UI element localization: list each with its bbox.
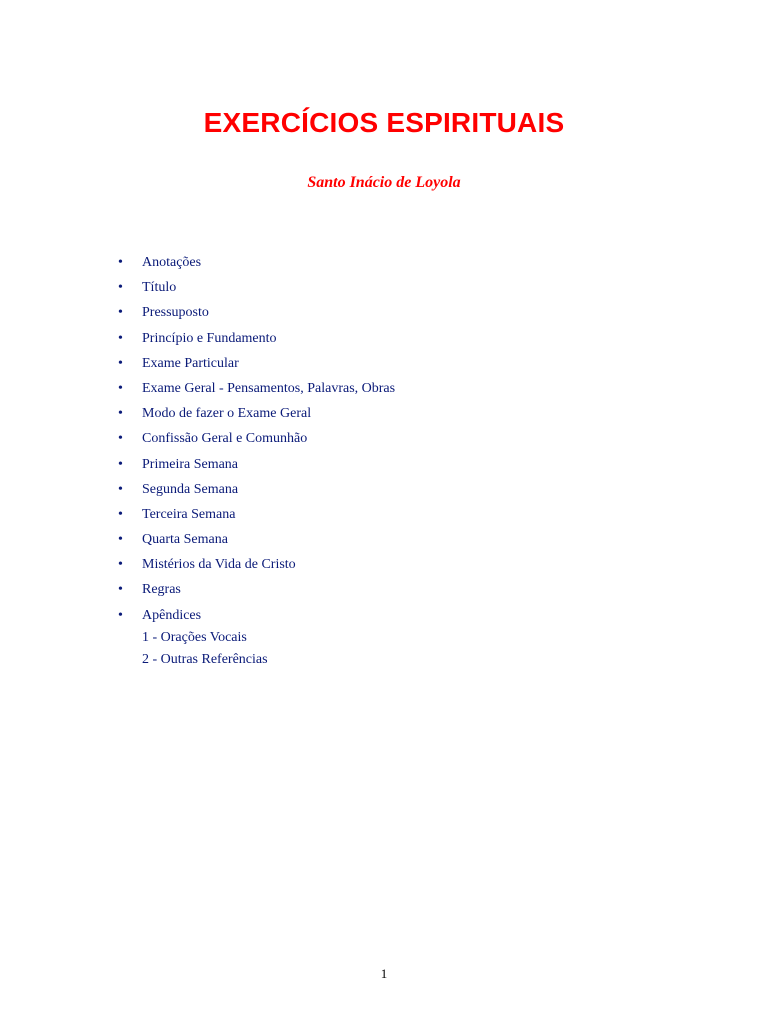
toc-link-quarta-semana[interactable]: Quarta Semana (142, 532, 228, 548)
bullet-icon: • (118, 255, 123, 270)
bullet-icon: • (118, 456, 123, 472)
toc-link-exame-particular[interactable]: Exame Particular (142, 355, 239, 371)
bullet-icon: • (118, 330, 123, 346)
toc-link-principio-e-fundamento[interactable]: Princípio e Fundamento (142, 330, 277, 346)
toc-link-segunda-semana[interactable]: Segunda Semana (142, 481, 239, 497)
bullet-icon: • (118, 305, 123, 321)
appendix-sublist (142, 628, 268, 673)
toc-link-misterios-vida-cristo[interactable]: Mistérios da Vida de Cristo (142, 557, 296, 573)
toc-link-modo-exame-geral[interactable]: Modo de fazer o Exame Geral (142, 406, 312, 422)
page-title: EXERCÍCIOS ESPIRITUAIS (203, 107, 565, 138)
toc-link-anotacoes[interactable]: Anotações (142, 255, 202, 270)
appendix-link-outras-referencias[interactable]: 2 - Outras Referências (142, 652, 268, 668)
toc-link-primeira-semana[interactable]: Primeira Semana (142, 456, 239, 472)
bullet-icon: • (118, 355, 123, 371)
toc-link-exame-geral[interactable]: Exame Geral - Pensamentos, Palavras, Obras (142, 380, 396, 396)
author-subtitle: Santo Inácio de Loyola (307, 174, 461, 191)
bullet-icon: • (118, 557, 123, 573)
toc-link-confissao-geral[interactable]: Confissão Geral e Comunhão (142, 431, 308, 447)
toc-link-apendices[interactable]: Apêndices (142, 607, 202, 623)
page-number: 1 (380, 966, 388, 981)
toc-link-terceira-semana[interactable]: Terceira Semana (142, 506, 236, 522)
bullet-icon: • (118, 506, 123, 522)
bullet-icon: • (118, 280, 123, 296)
bullet-icon: • (118, 582, 123, 598)
bullet-icon: • (118, 380, 123, 396)
bullet-icon: • (118, 431, 123, 447)
bullet-icon: • (118, 481, 123, 497)
bullet-icon: • (118, 607, 123, 623)
bullet-icon: • (118, 532, 123, 548)
appendix-link-oracoes-vocais[interactable]: 1 - Orações Vocais (142, 630, 247, 645)
toc-link-pressuposto[interactable]: Pressuposto (142, 305, 209, 321)
toc-link-titulo[interactable]: Título (142, 280, 177, 296)
toc-link-regras[interactable]: Regras (142, 582, 181, 598)
bullet-icon: • (118, 406, 123, 422)
